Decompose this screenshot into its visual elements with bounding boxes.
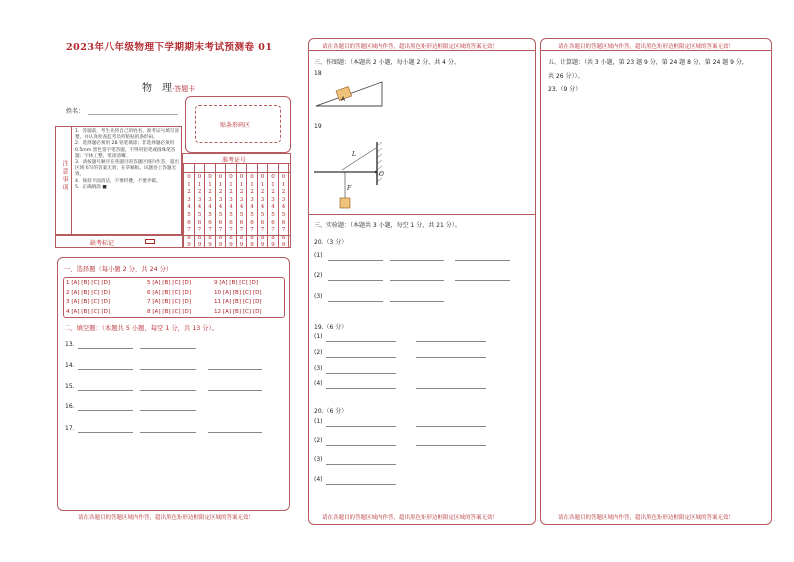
block-a-label: A [341, 96, 346, 103]
digit-option[interactable]: 2 [260, 189, 265, 196]
digit-option[interactable]: 7 [197, 227, 202, 234]
choice-item[interactable]: 6 [A] [B] [C] [D] [147, 289, 192, 296]
digit-option[interactable]: 5 [197, 211, 202, 218]
digit-option[interactable]: 6 [197, 219, 202, 226]
digit-option[interactable]: 8 [281, 234, 286, 241]
fill-answer-line[interactable] [208, 390, 262, 391]
notes-divider [71, 126, 72, 235]
exp-answer-line[interactable] [416, 426, 486, 427]
fill-item-number: 16. [65, 403, 75, 410]
digit-option[interactable]: 4 [218, 204, 223, 211]
choice-item[interactable]: 3 [A] [B] [C] [D] [66, 299, 111, 305]
section3-exp-heading: 三、实验题：（本题共 3 小题，每空 1 分，共 21 分）。 [314, 222, 461, 229]
digit-option[interactable]: 7 [250, 227, 254, 234]
digit-option[interactable]: 9 [197, 242, 202, 249]
digit-option[interactable]: 3 [197, 196, 202, 203]
name-label: 姓名： [66, 108, 85, 115]
q20-label: 20.（3 分） [314, 239, 348, 246]
exp-sub-label: (4) [314, 476, 323, 483]
digit-option[interactable]: 7 [208, 227, 212, 234]
q23-label: 23.（9 分） [548, 86, 582, 93]
fill-answer-line[interactable] [78, 410, 133, 411]
fill-answer-line[interactable] [208, 432, 262, 433]
digit-option[interactable]: 4 [187, 204, 191, 211]
answer-box-right [540, 38, 772, 525]
digit-option[interactable]: 1 [197, 181, 202, 188]
digit-option[interactable]: 7 [239, 227, 244, 234]
digit-option[interactable]: 1 [187, 181, 191, 188]
digit-option[interactable]: 4 [208, 204, 212, 211]
exp-answer-line[interactable] [326, 341, 396, 342]
fill-item-number: 13. [65, 341, 75, 348]
note-3: 3．请按题号顺序在各题目的答题区域内作答，超出区域书写的答案无效；在草稿纸、试题卷上答题无效。 [75, 160, 179, 178]
answer-box-middle [308, 38, 536, 525]
fill-answer-line[interactable] [140, 432, 196, 433]
choice-item[interactable]: 7 [A] [B] [C] [D] [147, 299, 192, 305]
barcode-box [185, 96, 291, 153]
digit-option[interactable]: 9 [250, 242, 254, 249]
digit-option[interactable]: 0 [250, 174, 254, 180]
fill-item-number: 14. [65, 362, 75, 369]
digit-option[interactable]: 2 [239, 189, 244, 196]
fill-item-number: 15. [65, 383, 75, 390]
digit-option[interactable]: 2 [208, 189, 212, 196]
notice-right-bottom: 请在各题目的答题区域内作答，超出黑色矩形边框限定区域的答案无效！ [558, 515, 735, 521]
exp-sub-label: (1) [314, 333, 323, 340]
section5-heading-2: 共 26 分））。 [548, 73, 584, 80]
exp-answer-line[interactable] [328, 280, 383, 281]
digit-option[interactable]: 5 [260, 211, 265, 218]
exp-sub-label: (2) [314, 349, 323, 356]
exp-sub-label: (1) [314, 252, 323, 259]
note-2: 2．选择题必须用 2B 铅笔填涂；非选择题必须用 0.5mm 黑色签字笔答题，不得用铅笔或圆珠笔答题；字体工整、笔迹清晰。 [75, 141, 176, 159]
notice-middle-bottom: 请在各题目的答题区域内作答，超出黑色矩形边框限定区域的答案无效！ [322, 515, 499, 521]
section2-heading: 二、填空题：（本题共 5 小题，每空 1 分，共 13 分）。 [64, 325, 218, 332]
digit-option[interactable]: 3 [250, 196, 254, 203]
digit-option[interactable]: 0 [239, 174, 244, 180]
fill-answer-line[interactable] [140, 369, 196, 370]
exp-sub-label: (3) [314, 293, 323, 300]
candidate-number-label: 准考证号 [222, 157, 247, 164]
digit-option[interactable]: 3 [271, 196, 275, 203]
digit-option[interactable]: 1 [271, 181, 275, 188]
exp-answer-line[interactable] [328, 301, 383, 302]
fill-answer-line[interactable] [140, 410, 196, 411]
exp-sub-label: (2) [314, 272, 323, 279]
note-1: 1．答题前，考生先将自己的姓名、准考证号填写清楚，并认真检查监考员所粘贴的条形码。 [75, 129, 179, 141]
exp-answer-line[interactable] [416, 445, 486, 446]
digit-option[interactable]: 5 [239, 211, 244, 218]
exp-answer-line[interactable] [326, 464, 396, 465]
notice-middle-top: 请在各题目的答题区域内作答，超出黑色矩形边框限定区域的答案无效！ [322, 44, 499, 50]
exp-answer-line[interactable] [326, 388, 396, 389]
digit-option[interactable]: 1 [218, 181, 223, 188]
choice-item[interactable]: 2 [A] [B] [C] [D] [66, 289, 111, 296]
exam-title: 2023年八年级物理下学期期末考试预测卷 01 [66, 42, 273, 53]
card-title-main: 物 理 [142, 83, 172, 94]
absent-checkbox[interactable] [145, 239, 155, 244]
digit-option[interactable]: 2 [281, 189, 286, 196]
digit-option[interactable]: 7 [187, 227, 191, 234]
digit-option[interactable]: 6 [218, 219, 223, 226]
digit-option[interactable]: 3 [187, 196, 191, 203]
exp-answer-line[interactable] [390, 301, 444, 302]
middle-divider-top [308, 50, 536, 51]
notes-label: 注意事项 [61, 160, 68, 192]
digit-option[interactable]: 4 [271, 204, 275, 211]
lever-figure [312, 140, 392, 215]
digit-option[interactable]: 8 [239, 234, 244, 241]
incline-figure [314, 78, 384, 108]
fill-answer-line[interactable] [78, 348, 133, 349]
digit-option[interactable]: 9 [239, 242, 244, 249]
exp-answer-line[interactable] [390, 260, 444, 261]
pivot-point [375, 171, 378, 174]
digit-option[interactable]: 9 [271, 242, 275, 249]
choice-item[interactable]: 9 [A] [B] [C] [D] [214, 280, 259, 286]
digit-option[interactable]: 5 [271, 211, 275, 218]
q19-label: 19 [314, 123, 322, 130]
exp-sub-label: (1) [314, 418, 323, 425]
digit-option[interactable]: 2 [250, 189, 254, 196]
grid-divider-2 [182, 172, 291, 173]
digit-option[interactable]: 8 [197, 234, 202, 241]
choice-item[interactable]: 12 [A] [B] [C] [D] [214, 308, 262, 315]
digit-option[interactable]: 6 [208, 219, 212, 226]
digit-option[interactable]: 4 [229, 204, 233, 211]
lever-label-l: L [352, 151, 356, 158]
fill-answer-line[interactable] [78, 432, 133, 433]
digit-option[interactable]: 2 [218, 189, 223, 196]
digit-option[interactable]: 5 [208, 211, 212, 218]
exp-answer-line[interactable] [455, 280, 510, 281]
fill-answer-line[interactable] [78, 369, 133, 370]
digit-option[interactable]: 0 [271, 174, 275, 180]
digit-option[interactable]: 4 [250, 204, 254, 211]
lever-label-f: F [347, 185, 352, 192]
choice-item[interactable]: 1 [A] [B] [C] [D] [66, 280, 111, 286]
digit-option[interactable]: 6 [250, 219, 254, 226]
digit-option[interactable]: 8 [229, 234, 233, 241]
exp-answer-line[interactable] [416, 357, 486, 358]
choice-item[interactable]: 8 [A] [B] [C] [D] [147, 308, 192, 315]
digit-option[interactable]: 5 [250, 211, 254, 218]
q20b-label: 20.（6 分） [314, 408, 348, 415]
section3-draw-heading: 三、作图题：（本题共 2 小题，每小题 2 分，共 4 分。 [314, 59, 460, 66]
fill-answer-line[interactable] [208, 369, 262, 370]
lever-label-o: O [379, 171, 384, 178]
digit-option[interactable]: 0 [260, 174, 265, 180]
exp-answer-line[interactable] [416, 388, 486, 389]
exp-answer-line[interactable] [416, 341, 486, 342]
digit-option[interactable]: 2 [197, 189, 202, 196]
digit-option[interactable]: 8 [271, 234, 275, 241]
notice-left: 请在各题目的答题区域内作答，超出黑色矩形边框限定区域的答案无效！ [78, 515, 255, 521]
digit-option[interactable]: 3 [260, 196, 265, 203]
fill-item-number: 17. [65, 425, 75, 432]
digit-option[interactable]: 1 [250, 181, 254, 188]
section1-heading: 一、选择题（每小题 2 分，共 24 分） [64, 266, 173, 273]
digit-option[interactable]: 5 [187, 211, 191, 218]
note-5: 5．正确填涂 ■ [75, 184, 107, 190]
digit-option[interactable]: 5 [218, 211, 223, 218]
digit-option[interactable]: 6 [271, 219, 275, 226]
digit-option[interactable]: 3 [218, 196, 223, 203]
digit-option[interactable]: 6 [239, 219, 244, 226]
notes-list [75, 129, 179, 191]
digit-option[interactable]: 6 [187, 219, 191, 226]
card-title-sub: ·答题卡 [172, 85, 196, 93]
q18-label: 18 [314, 70, 322, 77]
digit-option[interactable]: 9 [218, 242, 223, 249]
digit-option[interactable]: 3 [208, 196, 212, 203]
note-4: 4．保持卡面清洁，不要折叠，不要弄破。 [75, 178, 161, 184]
digit-option[interactable]: 4 [197, 204, 202, 211]
digit-option[interactable]: 7 [271, 227, 275, 234]
digit-option[interactable]: 0 [187, 174, 191, 180]
digit-option[interactable]: 7 [260, 227, 265, 234]
exp-answer-line[interactable] [326, 445, 396, 446]
exp-answer-line[interactable] [455, 260, 510, 261]
fill-answer-line[interactable] [78, 390, 133, 391]
section5-heading-1: 五、计算题：（共 3 小题，第 23 题 9 分，第 24 题 8 分，第 24 题 9 分， [548, 59, 748, 66]
exp-answer-line[interactable] [326, 357, 396, 358]
digit-option[interactable]: 9 [229, 242, 233, 249]
digit-option[interactable]: 0 [229, 174, 233, 180]
digit-option[interactable]: 7 [229, 227, 233, 234]
digit-option[interactable]: 9 [260, 242, 265, 249]
exp-answer-line[interactable] [328, 260, 383, 261]
exp-answer-line[interactable] [390, 280, 444, 281]
digit-option[interactable]: 3 [239, 196, 244, 203]
digit-option[interactable]: 1 [239, 181, 244, 188]
digit-option[interactable]: 1 [260, 181, 265, 188]
digit-option[interactable]: 9 [187, 242, 191, 249]
exp-answer-line[interactable] [326, 373, 396, 374]
exp-sub-label: (3) [314, 365, 323, 372]
digit-option[interactable]: 4 [260, 204, 265, 211]
exp-sub-label: (4) [314, 380, 323, 387]
digit-option[interactable]: 8 [187, 234, 191, 241]
card-title [142, 79, 195, 94]
rope [342, 148, 376, 170]
digit-option[interactable]: 4 [239, 204, 244, 211]
digit-option[interactable]: 1 [281, 181, 286, 188]
digit-option[interactable]: 5 [229, 211, 233, 218]
digit-option[interactable]: 1 [208, 181, 212, 188]
notice-right-top: 请在各题目的答题区域内作答，超出黑色矩形边框限定区域的答案无效！ [558, 44, 735, 50]
digit-option[interactable]: 6 [281, 219, 286, 226]
digit-option[interactable]: 5 [281, 211, 286, 218]
digit-option[interactable]: 9 [208, 242, 212, 249]
digit-option[interactable]: 7 [218, 227, 223, 234]
digit-option[interactable]: 6 [260, 219, 265, 226]
absent-label: 缺考标记 [90, 240, 115, 247]
digit-option[interactable]: 2 [229, 189, 233, 196]
digit-option[interactable]: 6 [229, 219, 233, 226]
digit-option[interactable]: 8 [250, 234, 254, 241]
barcode-label: 贴条形码区 [220, 122, 251, 129]
digit-option[interactable]: 3 [281, 196, 286, 203]
name-field[interactable] [88, 114, 178, 115]
digit-option[interactable]: 2 [187, 189, 191, 196]
digit-option[interactable]: 7 [281, 227, 286, 234]
exp-answer-line[interactable] [326, 484, 396, 485]
middle-divider-exp [308, 214, 536, 215]
digit-option[interactable]: 0 [208, 174, 212, 180]
digit-option[interactable]: 3 [229, 196, 233, 203]
q19b-label: 19.（6 分） [314, 324, 348, 331]
choice-item[interactable]: 5 [A] [B] [C] [D] [147, 280, 192, 286]
exp-sub-label: (2) [314, 437, 323, 444]
choice-item[interactable]: 4 [A] [B] [C] [D] [66, 308, 111, 315]
digit-option[interactable]: 0 [281, 174, 286, 180]
choice-item[interactable]: 11 [A] [B] [C] [D] [214, 299, 262, 305]
digit-option[interactable]: 0 [218, 174, 223, 180]
digit-option[interactable]: 8 [218, 234, 223, 241]
digit-option[interactable]: 8 [260, 234, 265, 241]
fill-answer-line[interactable] [140, 348, 196, 349]
choice-item[interactable]: 10 [A] [B] [C] [D] [214, 289, 262, 296]
digit-option[interactable]: 2 [271, 189, 275, 196]
digit-option[interactable]: 8 [208, 234, 212, 241]
digit-option[interactable]: 9 [281, 242, 286, 249]
fill-answer-line[interactable] [140, 390, 196, 391]
exp-sub-label: (3) [314, 456, 323, 463]
grid-divider-1 [182, 163, 291, 164]
exp-answer-line[interactable] [326, 426, 396, 427]
digit-option[interactable]: 4 [281, 204, 286, 211]
digit-option[interactable]: 1 [229, 181, 233, 188]
digit-option[interactable]: 0 [197, 174, 202, 180]
right-divider-top [540, 50, 772, 51]
weight-block [340, 198, 350, 208]
